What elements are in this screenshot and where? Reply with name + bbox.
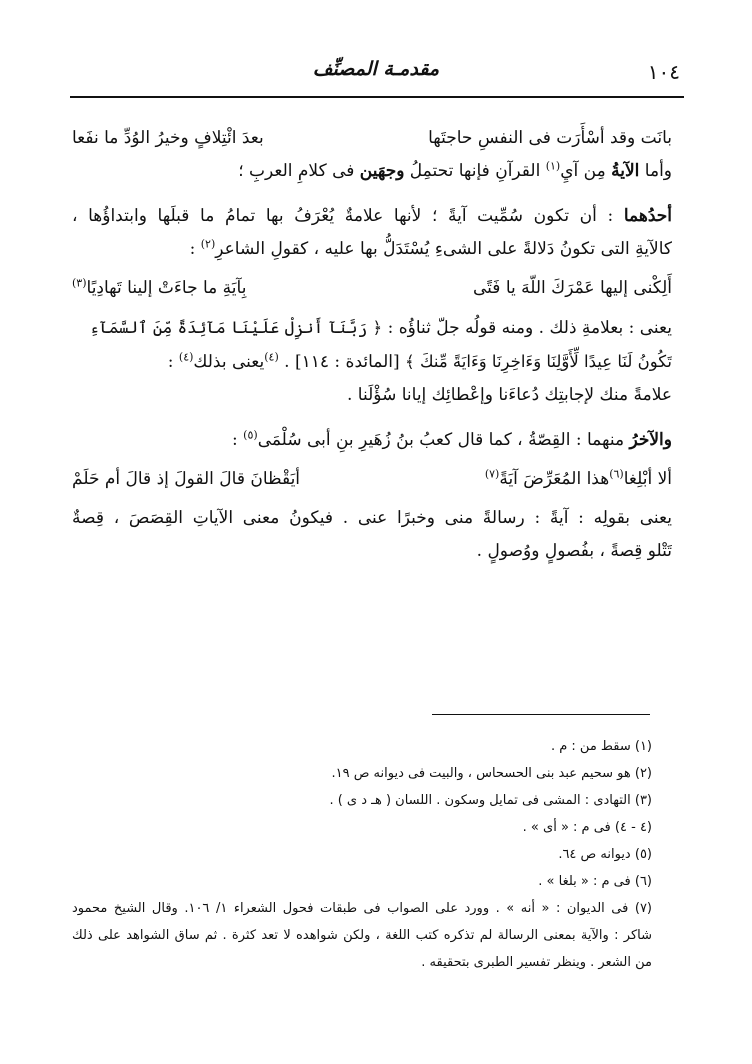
poem-verse-1	[72, 122, 672, 155]
footnote-4: (٤ - ٤) فى م : « أى » .	[522, 820, 652, 835]
text-run: يعنى بذلك	[193, 352, 265, 372]
main-text	[72, 122, 672, 568]
term-second: والآخرُ	[629, 430, 672, 450]
footnote-7-continued: شاكر : والآية بمعنى الرسالة لم تذكره كتب اللغة ، ولكن شواهده لا تعد كثرة . ثم ساق الشواهد على ذلك	[72, 928, 652, 943]
footnote-7: (٧) فى الديوان : « أنه » . وورد على الصواب فى طبقات فحول الشعراء ١/ ١٠٦. وقال الشيخ محمود	[72, 901, 652, 916]
paragraph-quran-line-3: علامةً منك لإجابتِك دُعاءَنا وإعْطائِك إيانا سُؤْلَنا .	[347, 385, 672, 405]
footnote-6: (٦) فى م : « بلغا » .	[538, 874, 652, 889]
footnote-ref: (٥)	[243, 428, 258, 442]
term-aya: الآيةُ	[611, 161, 640, 181]
text-run: مِن آيِ	[560, 161, 612, 181]
text-run: كالآيةِ التى تكونُ دَلالةً على الشىءِ يُسْتَدَلُّ بها عليه ، كقولِ الشاعرِ	[215, 239, 672, 259]
paragraph-second-meaning	[72, 424, 672, 457]
footnote-ref: (٦)	[609, 467, 624, 481]
text-run: :	[189, 239, 201, 259]
footnote-ref: (١)	[545, 159, 561, 173]
footnote-2: (٢) هو سحيم عبد بنى الحسحاس ، والبيت فى ديوانه ص ١٩.	[331, 766, 652, 781]
verse-3-second-hemistich: أيَقْظانَ قالَ القولَ إذ قالَ أم حَلَمْ	[72, 469, 301, 489]
page-header	[72, 58, 680, 88]
text-run: :	[167, 352, 179, 372]
footnotes	[72, 733, 652, 976]
paragraph-explanation-line-1: يعنى بقولِه : آيةً : رسالةً منى وخبرًا عنى . فيكونُ معنى الآياتِ القِصَصَ ، قِصةٌ	[72, 508, 672, 528]
paragraph-first-meaning-line-2	[72, 233, 672, 266]
verse-2-second-hemistich	[72, 272, 246, 305]
quran-verse: تَكُونُ لَنَا عِيدًا لِّأَوَّلِنَا وَءَاخِرِنَا وَءَايَةً مِّنكَ ﴾	[405, 352, 672, 371]
paragraph-quran-line-2	[72, 345, 672, 379]
text-run: يعنى : بعلامةِ ذلك . ومنه قولُه جلّ ثناؤُه :	[382, 318, 672, 338]
footnote-ref: (٤)	[264, 350, 279, 364]
text-run: ألا أبْلِغا	[623, 469, 672, 489]
quran-reference: [المائدة : ١١٤] .	[278, 352, 406, 372]
page-number: ١٠٤	[647, 60, 680, 84]
poem-verse-3	[72, 463, 672, 496]
text-run: بِآيَةِ ما جاءَتْ إلينا تَهادِيًا	[86, 278, 247, 298]
text-run: القرآنِ فإنها تحتمِلُ	[404, 161, 546, 181]
footnote-ref: (٣)	[72, 276, 87, 290]
paragraph-explanation-line-2: تَتْلو قِصةً ، بفُصولٍ ووُصولٍ .	[476, 541, 672, 561]
paragraph-verses-meaning	[72, 155, 672, 188]
verse-2-first-hemistich: أَلِكْنى إليها عَمْرَكَ اللّهَ يا فَتًى	[472, 278, 672, 298]
footnote-ref: (٤)	[178, 350, 194, 364]
verse-3-first-hemistich	[485, 463, 672, 496]
text-run: : أن تكون سُمِّيت آيةً ؛ لأنها علامةٌ يُعْرَفُ بها تمامُ ما قبلَها وابتداؤُها ،	[72, 206, 624, 226]
term-two-aspects: وجهَين	[359, 161, 405, 181]
verse-1-first-hemistich: بانَت وقد أسْأَرَت فى النفسِ حاجتَها	[428, 128, 672, 148]
text-run: :	[232, 430, 244, 450]
text-run: فى كلامِ العربِ ؛	[238, 161, 360, 181]
footnote-separator	[432, 714, 650, 715]
verse-1-second-hemistich: بعدَ ائْتِلافٍ وخيرُ الوُدِّ ما نفَعا	[72, 128, 264, 148]
footnote-1: (١) سقط من : م .	[550, 739, 652, 754]
text-run: هذا المُعَرِّضَ آيَةً	[499, 469, 610, 489]
footnote-ref: (٧)	[484, 467, 500, 481]
poem-verse-2	[72, 272, 672, 305]
footnote-ref: (٢)	[200, 237, 216, 251]
paragraph-quran-line-1	[72, 311, 672, 345]
quran-verse: ﴿ رَبَّنَآ أَنزِلْ عَلَيْنَا مَآئِدَةً مِّنَ ٱلسَّمَآءِ	[89, 318, 383, 337]
text-run: منهما : القِصّةُ ، كما قال كعبُ بنُ زُهَيرِ بنِ أبى سُلْمَى	[257, 430, 630, 450]
footnote-5: (٥) ديوانه ص ٦٤.	[558, 847, 652, 862]
footnote-7-end: من الشعر . وينظر تفسير الطبرى بتحقيقه .	[421, 955, 652, 970]
paragraph-first-meaning-line-1	[72, 200, 672, 233]
term-first: أحدُهما	[623, 206, 672, 226]
header-rule	[70, 96, 684, 98]
text-run: وأما	[639, 161, 672, 181]
footnote-3: (٣) التهادى : المشى فى تمايل وسكون . اللسان ( هـ د ى ) .	[329, 793, 652, 808]
running-title: مقدمـة المصنِّف	[312, 58, 440, 80]
